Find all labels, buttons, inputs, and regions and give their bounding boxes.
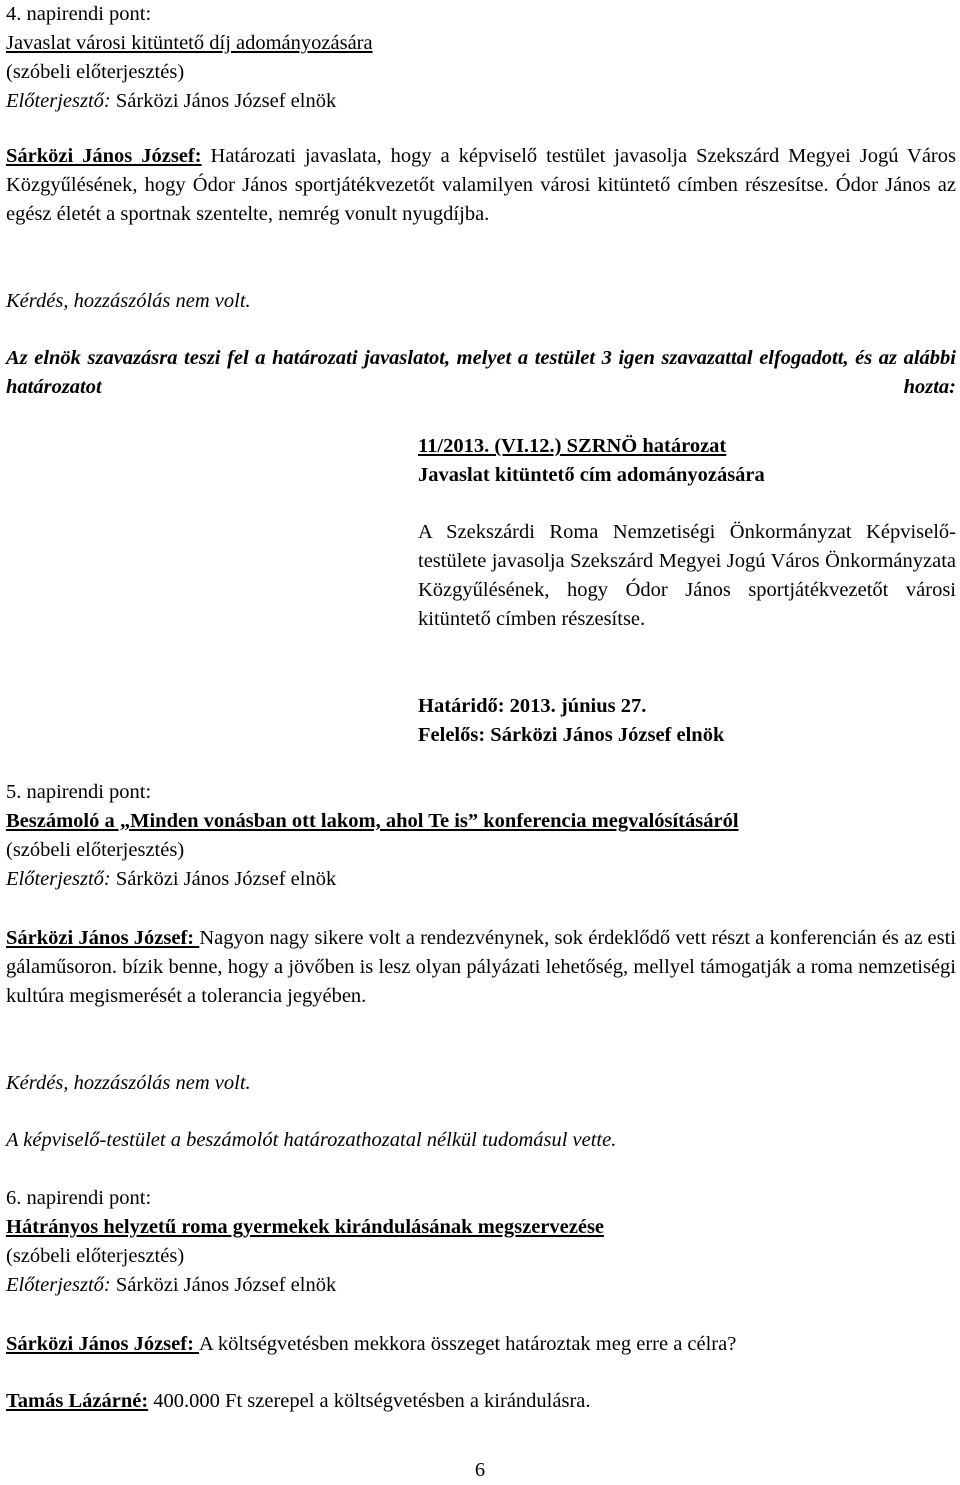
oral-presentation-note: (szóbeli előterjesztés)	[6, 61, 185, 83]
speech-text: 400.000 Ft szerepel a költségvetésben a kirándulásra.	[148, 1390, 591, 1412]
speaker-name: Tamás Lázárné:	[6, 1390, 149, 1412]
agenda-title: Javaslat városi kitüntető díj adományozására	[6, 32, 373, 54]
speech-paragraph	[6, 924, 956, 1011]
resolution-text: A Szekszárdi Roma Nemzetiségi Önkormányzat Képviselő-testülete javasolja Szekszárd Megyei Jogú Város Önkormányzata Közgyűlésének, hogy Ódor János sportjátékvezetőt városi kitüntető címben részesítse.	[418, 521, 956, 630]
agenda-item-6	[6, 1184, 956, 1300]
agenda-heading: 6. napirendi pont:	[6, 1187, 152, 1209]
decision-note: A képviselő-testület a beszámolót határozathozatal nélkül tudomásul vette.	[6, 1129, 617, 1151]
speech-text: Nagyon nagy sikere volt a rendezvénynek, sok érdeklődő vett részt a konferencián és az esti gálaműsoron. bízik benne, hogy a jövőben is lesz olyan pályázati lehetőség, mellyel támogatják a roma nemzetiségi kultúra megismerését a tolerancia jegyében.	[6, 927, 956, 1007]
presenter-label: Előterjesztő:	[6, 90, 111, 112]
resolution-number: 11/2013. (VI.12.) SZRNÖ határozat	[418, 435, 727, 457]
resolution-responsible: Felelős: Sárközi János József elnök	[418, 724, 725, 746]
presenter-label: Előterjesztő:	[6, 868, 111, 890]
agenda-title: Hátrányos helyzetű roma gyermekek kirándulásának megszervezése	[6, 1216, 605, 1238]
resolution-subject: Javaslat kitüntető cím adományozására	[418, 464, 765, 486]
resolution-footer	[418, 692, 956, 750]
presenter-line	[6, 87, 956, 116]
speech-paragraph	[6, 1387, 956, 1416]
speech-text: A költségvetésben mekkora összeget határoztak meg erre a célra?	[199, 1333, 737, 1355]
resolution-block	[418, 432, 956, 490]
resolution-deadline: Határidő: 2013. június 27.	[418, 695, 647, 717]
presenter-name: Sárközi János József elnök	[110, 90, 337, 112]
no-questions-note: Kérdés, hozzászólás nem volt.	[6, 1072, 251, 1094]
presenter-name: Sárközi János József elnök	[110, 868, 337, 890]
speech-paragraph	[6, 1330, 956, 1359]
vote-paragraph: Az elnök szavazásra teszi fel a határozati javaslatot, melyet a testület 3 igen szavazattal elfogadott, és az alábbi határozatot hozta:	[6, 347, 956, 398]
presenter-label: Előterjesztő:	[6, 1274, 111, 1296]
presenter-name: Sárközi János József elnök	[110, 1274, 337, 1296]
presenter-line	[6, 865, 956, 894]
speech-text: Határozati javaslata, hogy a képviselő testület javasolja Szekszárd Megyei Jogú Város Közgyűlésének, hogy Ódor János sportjátékvezetőt valamilyen városi kitüntető címben részesítse. Ódor János az egész életét a sportnak szentelte, nemrég vonult nyugdíjba.	[6, 145, 956, 225]
agenda-title: Beszámoló a „Minden vonásban ott lakom, ahol Te is” konferencia megvalósításáról	[6, 810, 739, 832]
speech-paragraph	[6, 142, 956, 229]
oral-presentation-note: (szóbeli előterjesztés)	[6, 839, 185, 861]
agenda-heading: 4. napirendi pont:	[6, 3, 152, 25]
agenda-heading: 5. napirendi pont:	[6, 781, 152, 803]
speaker-name: Sárközi János József:	[6, 145, 202, 167]
oral-presentation-note: (szóbeli előterjesztés)	[6, 1245, 185, 1267]
agenda-item-5	[6, 778, 956, 894]
page-number: 6	[474, 1459, 486, 1481]
no-questions-note: Kérdés, hozzászólás nem volt.	[6, 290, 251, 312]
agenda-item-4	[6, 0, 956, 116]
presenter-line	[6, 1271, 956, 1300]
speaker-name: Sárközi János József:	[6, 1333, 200, 1355]
speaker-name: Sárközi János József:	[6, 927, 200, 949]
